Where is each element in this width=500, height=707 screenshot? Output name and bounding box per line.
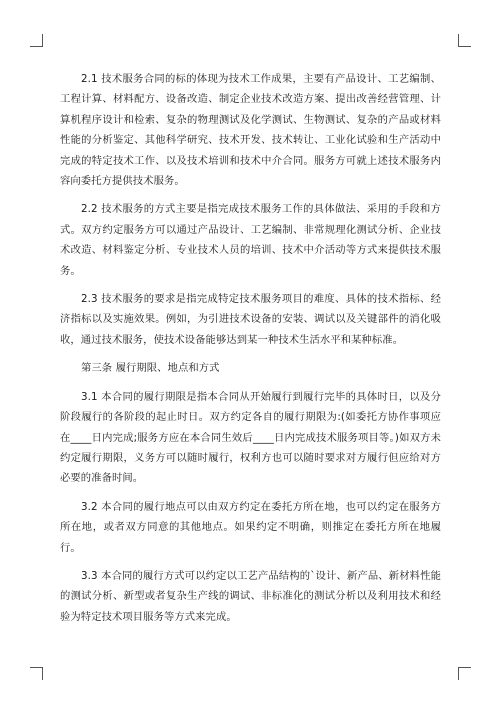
paragraph-3-2: 3.2 本合同的履行地点可以由双方约定在委托方所在地，也可以约定在服务方所在地，或者双方同意的其他地点。如果约定不明确，则推定在委托方所在地履行。 xyxy=(60,500,441,554)
section-heading-article-3: 第三条 履行期限、地点和方式 xyxy=(81,362,220,375)
crop-mark-bottom-right xyxy=(458,667,471,680)
crop-mark-top-left xyxy=(30,34,43,47)
paragraph-3-1: 3.1 本合同的履行期限是指本合同从开始履行到履行完毕的具体时日，以及分阶段履行的各阶段的起止时日。双方约定各自的履行期限为:(如委托方协作事项应在____日内完成;服务方应在本合同生效后____日内完成技术服务项目等。)如双方未约定履行期限，义务方可以随时履行，权利方也可以随时要求对方履行但应给对方必要的准备时间。 xyxy=(60,390,441,485)
crop-mark-top-right xyxy=(458,34,471,47)
paragraph-2-2: 2.2 技术服务的方式主要是指完成技术服务工作的具体做法、采用的手段和方式。双方约定服务方可以通过产品设计、工艺编制、非常规理化测试分析、企业技术改造、材料鉴定分析、专业技术人员的培训、技术中介活动等方式来提供技术服务。 xyxy=(60,203,441,277)
document-body xyxy=(60,69,441,635)
paragraph-2-1: 2.1 技术服务合同的标的体现为技术工作成果，主要有产品设计、工艺编制、工程计算、材料配方、设备改造、制定企业技术改造方案、提出改善经营管理、计算机程序设计和检索、复杂的物理测试及化学测试、生物测试、复杂的产品或材料性能的分析鉴定、其他科学研究、技术开发、技术转让、工业化试验和生产活动中完成的特定技术工作、以及技术培训和技术中介合同。服务方可就上述技术服务内容向委托方提供技术服务。 xyxy=(60,73,441,188)
paragraph-2-3: 2.3 技术服务的要求是指完成特定技术服务项目的难度、具体的技术指标、经济指标以及实施效果。例如，为引进技术设备的安装、调试以及关键部件的消化吸收，通过技术服务，使技术设备能够达到某一种技术生活水平和某种标准。 xyxy=(60,293,441,346)
paragraph-3-3: 3.3 本合同的履行方式可以约定以工艺产品结构的`设计、新产品、新材料性能的测试分析、新型或者复杂生产线的调试、非标准化的测试分析以及利用技术和经验为特定技术项目服务等方式来完成。 xyxy=(60,569,441,623)
crop-mark-bottom-left xyxy=(30,667,43,680)
